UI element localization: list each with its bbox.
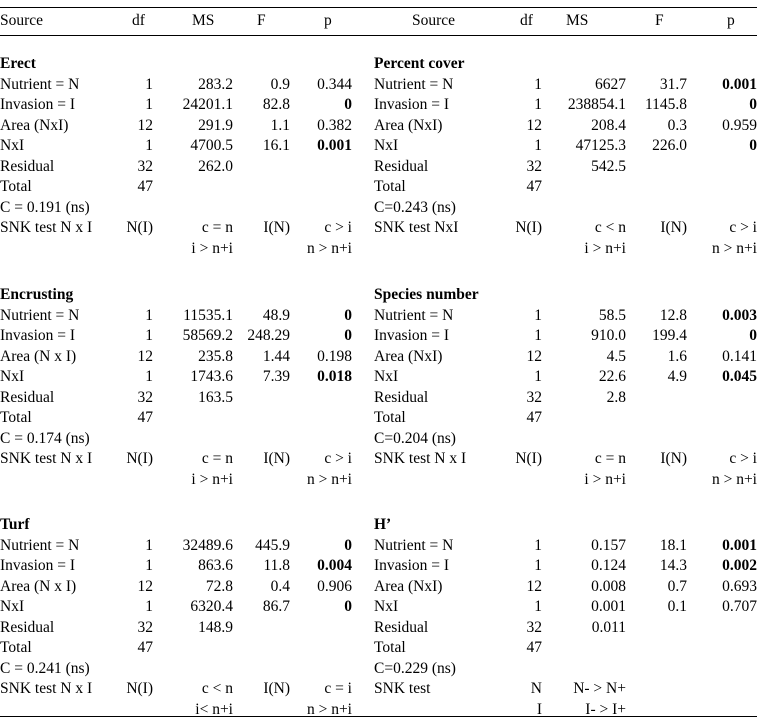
row-ms — [559, 637, 626, 658]
section-title: Erect — [0, 55, 36, 72]
header-ms-right: MS — [566, 12, 589, 29]
snk-df: N(I) — [515, 219, 542, 237]
row-f — [629, 617, 687, 638]
row-p: 0.707 — [722, 598, 757, 616]
row-df: 12 — [526, 347, 542, 365]
row-f — [240, 156, 290, 177]
row-f — [240, 617, 290, 638]
row-source: Residual — [374, 157, 429, 175]
row-df: 1 — [534, 96, 542, 114]
row-f: 48.9 — [262, 306, 290, 324]
row-df: 12 — [526, 116, 542, 134]
row-p: 0.906 — [317, 577, 352, 595]
snk-p2: n > n+i — [306, 239, 352, 257]
row-f — [240, 176, 290, 197]
snk-p: c > i — [729, 450, 757, 468]
row-df: 1 — [534, 306, 542, 324]
header-df-right: df — [520, 12, 533, 29]
row-p: 0.344 — [317, 75, 352, 93]
row-source: Invasion = I — [0, 327, 76, 345]
snk-p2: n > n+i — [711, 239, 757, 257]
row-df: 1 — [145, 75, 153, 93]
snk-label: SNK test N x I — [374, 450, 467, 468]
snk-f: I(N) — [660, 450, 687, 468]
row-df: 1 — [534, 598, 542, 616]
snk-df: N — [530, 680, 542, 698]
cochran-c-stat: C = 0.174 (ns) — [0, 429, 90, 447]
header-f-right: F — [655, 12, 664, 29]
row-ms: 22.6 — [598, 368, 626, 386]
row-p: 0.018 — [317, 368, 352, 386]
row-f — [240, 387, 290, 408]
row-p — [300, 176, 352, 197]
snk-label: SNK test N x I — [0, 680, 93, 698]
row-p — [687, 617, 757, 638]
row-df: 32 — [137, 157, 153, 175]
row-p: 0 — [344, 306, 352, 324]
row-source: NxI — [0, 137, 25, 155]
row-p: 0.045 — [722, 368, 757, 386]
row-f: 1.6 — [667, 347, 687, 365]
row-df: 1 — [145, 96, 153, 114]
row-source: NxI — [374, 598, 399, 616]
row-ms: 24201.1 — [182, 96, 233, 114]
row-p: 0.382 — [317, 116, 352, 134]
row-f: 226.0 — [652, 137, 687, 155]
snk-df: N(I) — [515, 450, 542, 468]
snk-p: c = i — [324, 680, 352, 698]
row-ms: 0.008 — [591, 577, 626, 595]
row-source: Nutrient = N — [374, 306, 454, 324]
row-p: 0.002 — [722, 557, 757, 575]
section-title: H’ — [374, 516, 392, 533]
row-f: 0.9 — [270, 75, 290, 93]
row-source: Area (N x I) — [0, 577, 77, 595]
row-source: Invasion = I — [374, 96, 450, 114]
row-df: 12 — [137, 116, 153, 134]
row-f: 445.9 — [255, 536, 290, 554]
row-ms — [165, 637, 233, 658]
row-p: 0 — [749, 327, 757, 345]
row-df: 1 — [145, 598, 153, 616]
row-p — [687, 637, 757, 658]
row-ms: 148.9 — [198, 618, 233, 636]
row-p — [300, 407, 352, 428]
row-ms: 32489.6 — [182, 536, 233, 554]
row-f: 1.44 — [262, 347, 290, 365]
row-source: Residual — [0, 618, 55, 636]
row-p — [687, 176, 757, 197]
snk-ms2: i< n+i — [195, 700, 233, 718]
row-p: 0.004 — [317, 557, 352, 575]
header-source-right: Source — [412, 12, 456, 29]
row-f: 199.4 — [652, 327, 687, 345]
row-source: NxI — [0, 598, 25, 616]
row-ms: 235.8 — [198, 347, 233, 365]
row-source: Area (NxI) — [0, 116, 69, 134]
row-df: 1 — [534, 557, 542, 575]
row-f — [240, 407, 290, 428]
row-source: Residual — [374, 388, 429, 406]
snk-ms2: i > n+i — [191, 470, 233, 488]
row-p — [300, 387, 352, 408]
row-df: 1 — [145, 536, 153, 554]
row-ms: 6320.4 — [190, 598, 233, 616]
header-p-left: p — [324, 12, 332, 29]
snk-p2: n > n+i — [711, 470, 757, 488]
snk-label: SNK test — [374, 680, 431, 698]
row-ms: 291.9 — [198, 116, 233, 134]
row-df: 47 — [137, 639, 153, 657]
snk-f: I(N) — [263, 680, 290, 698]
snk-label: SNK test N x I — [0, 219, 93, 237]
row-f: 11.8 — [263, 557, 290, 575]
snk-df: N(I) — [126, 680, 153, 698]
snk-ms: c = n — [201, 219, 233, 237]
row-f: 0.3 — [667, 116, 687, 134]
row-df: 12 — [526, 577, 542, 595]
row-p — [300, 156, 352, 177]
row-ms — [559, 407, 626, 428]
row-source: Invasion = I — [0, 96, 76, 114]
snk-p2: n > n+i — [306, 700, 352, 718]
row-source: NxI — [374, 137, 399, 155]
row-ms: 47125.3 — [575, 137, 626, 155]
row-ms: 262.0 — [198, 157, 233, 175]
table-bottom-rule — [0, 716, 757, 717]
row-ms: 4.5 — [606, 347, 626, 365]
row-ms: 11535.1 — [183, 306, 233, 324]
snk-f: I(N) — [660, 219, 687, 237]
row-ms: 238854.1 — [567, 96, 626, 114]
row-p: 0.001 — [317, 137, 352, 155]
snk-p: c > i — [729, 219, 757, 237]
snk-f: I(N) — [263, 450, 290, 468]
row-f: 82.8 — [262, 96, 290, 114]
row-f: 16.1 — [262, 137, 290, 155]
row-df: 1 — [534, 536, 542, 554]
row-p: 0 — [344, 96, 352, 114]
row-df: 1 — [534, 368, 542, 386]
row-p — [300, 617, 352, 638]
snk-ms: c = n — [594, 450, 626, 468]
row-f — [629, 407, 687, 428]
row-source: Area (N x I) — [0, 347, 77, 365]
row-f: 4.9 — [667, 368, 687, 386]
row-source: Area (NxI) — [374, 577, 443, 595]
header-df-left: df — [132, 12, 145, 29]
row-p: 0.141 — [722, 347, 757, 365]
row-df: 32 — [526, 618, 542, 636]
row-source: Nutrient = N — [0, 75, 80, 93]
cochran-c-stat: C = 0.191 (ns) — [0, 198, 90, 216]
cochran-c-stat: C=0.204 (ns) — [374, 429, 456, 447]
row-df: 1 — [145, 368, 153, 386]
section-title: Species number — [374, 286, 479, 303]
row-source: Total — [374, 639, 406, 657]
row-ms: 58569.2 — [182, 327, 233, 345]
row-f: 86.7 — [262, 598, 290, 616]
row-df: 32 — [526, 388, 542, 406]
row-f — [629, 156, 687, 177]
row-p: 0 — [749, 96, 757, 114]
row-f: 1.1 — [270, 116, 290, 134]
snk-df: N(I) — [126, 450, 153, 468]
row-df: 12 — [137, 577, 153, 595]
snk-ms2: i > n+i — [584, 239, 626, 257]
row-p — [687, 156, 757, 177]
row-f — [629, 176, 687, 197]
row-f — [629, 637, 687, 658]
row-ms: 163.5 — [198, 388, 233, 406]
row-source: Total — [0, 409, 32, 427]
snk-ms: c < n — [594, 219, 626, 237]
cochran-c-stat: C = 0.241 (ns) — [0, 659, 90, 677]
row-source: Area (NxI) — [374, 347, 443, 365]
row-ms: 0.001 — [591, 598, 626, 616]
header-ms-left: MS — [192, 12, 215, 29]
row-p: 0 — [749, 137, 757, 155]
row-ms: 863.6 — [198, 557, 233, 575]
header-f-left: F — [257, 12, 266, 29]
row-df: 32 — [137, 618, 153, 636]
snk-label: SNK test NxI — [374, 219, 459, 237]
row-source: Total — [0, 178, 32, 196]
row-f: 0.7 — [667, 577, 687, 595]
row-ms: 58.5 — [598, 306, 626, 324]
snk-p2: n > n+i — [306, 470, 352, 488]
snk-ms: N- > N+ — [573, 680, 626, 698]
row-df: 47 — [137, 178, 153, 196]
right-panel — [374, 0, 757, 722]
snk-ms2: i > n+i — [584, 470, 626, 488]
row-ms: 283.2 — [198, 75, 233, 93]
section-title: Encrusting — [0, 286, 74, 303]
row-source: Nutrient = N — [374, 536, 454, 554]
snk-df2: I — [536, 700, 542, 718]
row-ms: 1743.6 — [190, 368, 233, 386]
row-df: 1 — [534, 327, 542, 345]
row-source: Nutrient = N — [374, 75, 454, 93]
row-source: Residual — [0, 388, 55, 406]
row-df: 1 — [145, 557, 153, 575]
cochran-c-stat: C=0.243 (ns) — [374, 198, 456, 216]
row-df: 1 — [145, 137, 153, 155]
row-p — [687, 387, 757, 408]
row-f: 0.4 — [270, 577, 290, 595]
row-f — [629, 387, 687, 408]
row-source: Area (NxI) — [374, 116, 443, 134]
snk-df: N(I) — [126, 219, 153, 237]
row-f — [240, 637, 290, 658]
row-ms: 208.4 — [591, 116, 626, 134]
row-source: Nutrient = N — [0, 536, 80, 554]
row-df: 32 — [526, 157, 542, 175]
row-source: Total — [0, 639, 32, 657]
row-p: 0.003 — [722, 306, 757, 324]
row-source: Residual — [374, 618, 429, 636]
row-source: Invasion = I — [374, 557, 450, 575]
row-df: 1 — [534, 137, 542, 155]
row-ms — [165, 407, 233, 428]
section-title: Percent cover — [374, 55, 465, 72]
row-ms: 0.011 — [591, 618, 626, 636]
row-df: 47 — [526, 178, 542, 196]
section-title: Turf — [0, 516, 30, 533]
row-p: 0 — [344, 327, 352, 345]
row-source: Total — [374, 409, 406, 427]
row-ms: 2.8 — [606, 388, 626, 406]
row-f: 7.39 — [262, 368, 290, 386]
row-ms: 0.124 — [591, 557, 626, 575]
row-f: 31.7 — [659, 75, 687, 93]
row-f: 248.29 — [247, 327, 290, 345]
snk-p: c > i — [324, 219, 352, 237]
row-ms: 6627 — [595, 75, 626, 93]
row-source: Invasion = I — [374, 327, 450, 345]
row-source: Invasion = I — [0, 557, 76, 575]
row-df: 32 — [137, 388, 153, 406]
row-p: 0.001 — [722, 536, 757, 554]
row-p: 0 — [344, 598, 352, 616]
header-p-right: p — [727, 12, 735, 29]
row-source: Nutrient = N — [0, 306, 80, 324]
row-df: 47 — [137, 409, 153, 427]
row-df: 47 — [526, 409, 542, 427]
snk-f: I(N) — [263, 219, 290, 237]
row-p: 0.693 — [722, 577, 757, 595]
row-p — [300, 637, 352, 658]
row-ms — [559, 176, 626, 197]
row-p — [687, 407, 757, 428]
row-p: 0 — [344, 536, 352, 554]
row-p: 0.001 — [722, 75, 757, 93]
row-df: 47 — [526, 639, 542, 657]
row-f: 18.1 — [659, 536, 687, 554]
snk-ms2: I- > I+ — [585, 700, 626, 718]
row-ms: 4700.5 — [190, 137, 233, 155]
snk-ms: c = n — [201, 450, 233, 468]
row-ms: 72.8 — [205, 577, 233, 595]
row-p: 0.198 — [317, 347, 352, 365]
row-df: 1 — [145, 327, 153, 345]
cochran-c-stat: C=0.229 (ns) — [374, 659, 456, 677]
row-source: NxI — [0, 368, 25, 386]
row-source: Residual — [0, 157, 55, 175]
header-source-left: Source — [0, 12, 44, 29]
row-f: 0.1 — [667, 598, 687, 616]
row-f: 1145.8 — [644, 96, 687, 114]
row-source: NxI — [374, 368, 399, 386]
row-df: 1 — [145, 306, 153, 324]
snk-ms2: i > n+i — [191, 239, 233, 257]
row-ms: 0.157 — [591, 536, 626, 554]
snk-p: c > i — [324, 450, 352, 468]
row-ms — [165, 176, 233, 197]
row-f: 14.3 — [659, 557, 687, 575]
row-source: Total — [374, 178, 406, 196]
snk-label: SNK test N x I — [0, 450, 93, 468]
row-p: 0.959 — [722, 116, 757, 134]
row-ms: 542.5 — [591, 157, 626, 175]
row-df: 12 — [137, 347, 153, 365]
row-ms: 910.0 — [591, 327, 626, 345]
left-panel — [0, 0, 372, 722]
row-f: 12.8 — [659, 306, 687, 324]
snk-p — [667, 678, 757, 699]
snk-ms: c < n — [201, 680, 233, 698]
row-df: 1 — [534, 75, 542, 93]
